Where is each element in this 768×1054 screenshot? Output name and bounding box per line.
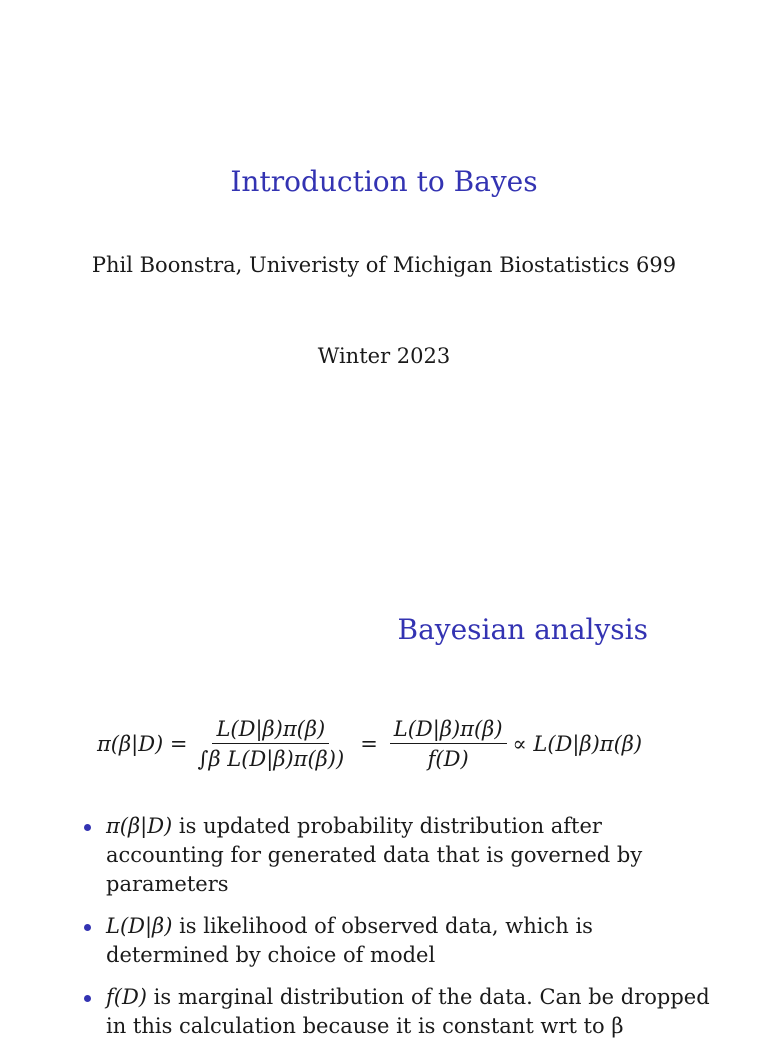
equation-lhs: π(β|D) = xyxy=(97,732,188,756)
bayes-equation xyxy=(97,712,642,776)
equation-fraction-2 xyxy=(390,717,507,771)
bullet-text: is marginal distribution of the data. Can be dropped in this calculation because it is constant wrt to β xyxy=(106,985,710,1038)
fraction-1-numerator: L(D|β)π(β) xyxy=(212,717,329,744)
bullet-item xyxy=(82,983,722,1041)
bullet-list xyxy=(82,812,722,1054)
bullet-item xyxy=(82,912,722,970)
fraction-1-denominator: ∫β L(D|β)π(β)) xyxy=(197,747,345,771)
bullet-dot-icon xyxy=(84,924,91,931)
equation-fraction-1 xyxy=(194,717,349,771)
slide-title: Introduction to Bayes xyxy=(230,165,538,198)
bullet-text: is updated probability distribution after accounting for generated data that is governed by parameters xyxy=(106,814,643,896)
bullet-term: L(D|β) xyxy=(106,914,173,938)
bullet-dot-icon xyxy=(84,995,91,1002)
frame-title: Bayesian analysis xyxy=(397,613,648,646)
bullet-text: is likelihood of observed data, which is determined by choice of model xyxy=(106,914,593,967)
fraction-2-numerator: L(D|β)π(β) xyxy=(390,717,507,744)
author-line: Phil Boonstra, Univeristy of Michigan Biostatistics 699 xyxy=(91,253,677,277)
equation-rhs: ∝ L(D|β)π(β) xyxy=(512,732,643,756)
bullet-term: π(β|D) xyxy=(106,814,173,838)
bullet-dot-icon xyxy=(84,824,91,831)
equation-equals: = xyxy=(360,732,378,756)
date-line: Winter 2023 xyxy=(317,344,451,368)
bullet-term: f(D) xyxy=(106,985,147,1009)
fraction-2-denominator: f(D) xyxy=(427,747,469,771)
bullet-item xyxy=(82,812,722,899)
